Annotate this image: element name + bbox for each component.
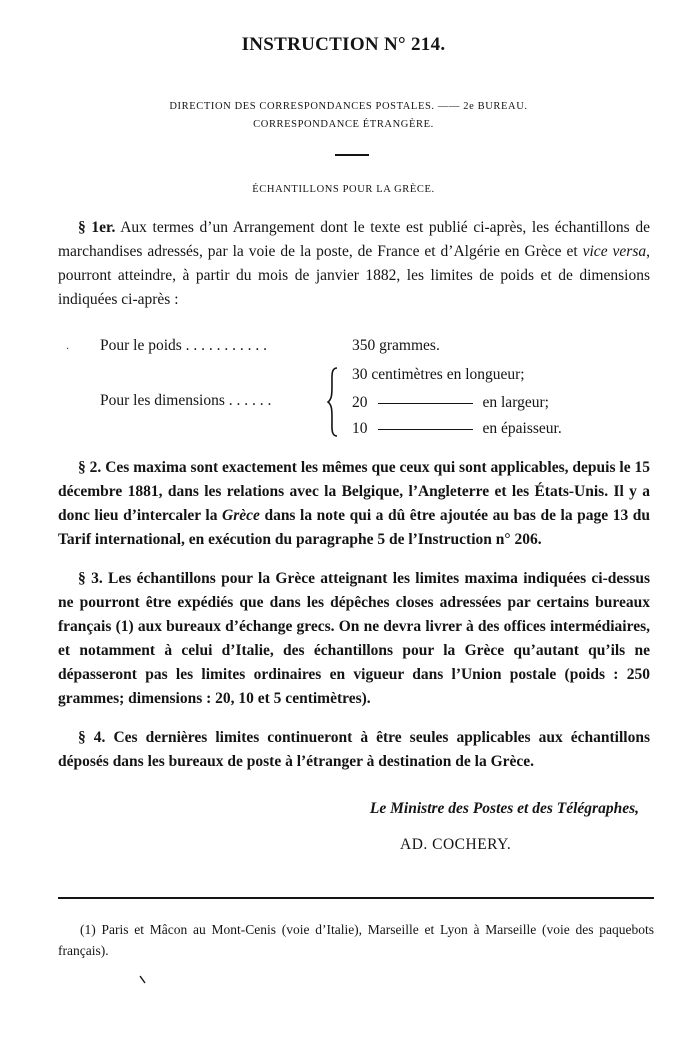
ditto-dash bbox=[378, 403, 473, 404]
signature-title: Le Ministre des Postes et des Télégraphes, bbox=[369, 800, 639, 817]
dimension-thickness-num: 10 bbox=[352, 420, 368, 437]
paragraph-2-text-a: Ces maxima sont exactement les mêmes que ceux qui sont applicables, depuis le 15 décembre 1881, dans les relations avec la Belgique, l’Angleterre et les États-Unis. Il y a donc lieu d’intercaler la bbox=[58, 459, 651, 524]
paragraph-2 bbox=[58, 456, 650, 552]
subject-heading: ÉCHANTILLONS POUR LA GRÈCE. bbox=[252, 184, 435, 195]
department-line-2: CORRESPONDANCE ÉTRANGÈRE. bbox=[253, 119, 434, 130]
ditto-dash bbox=[378, 429, 473, 430]
footnote-text: (1) Paris et Mâcon au Mont-Cenis (voie d’Italie), Marseille et Lyon à Marseille (voie des paquebots français). bbox=[58, 922, 654, 958]
paragraph-2-italic: Grèce bbox=[222, 507, 260, 524]
signature-initial: AD. bbox=[400, 836, 428, 853]
footnote-divider bbox=[58, 897, 654, 899]
dimension-width-num: 20 bbox=[352, 394, 368, 411]
paragraph-4-text: § 4. Ces dernières limites continueront à être seules applicables aux échantillons déposés dans les bureaux de poste à l’étranger à destination de la Grèce. bbox=[58, 729, 650, 770]
department-line-1: DIRECTION DES CORRESPONDANCES POSTALES. —— 2e BUREAU. bbox=[169, 101, 528, 112]
paragraph-1-italic: vice versa bbox=[582, 243, 647, 260]
paragraph-2-text-b: dans la note qui a dû être ajoutée au bas de la page 13 du Tarif international, en exécution du paragraphe 5 de l’Instruction n° 206. bbox=[58, 507, 650, 548]
weight-label: Pour le poids . . . . . . . . . . . bbox=[100, 337, 268, 354]
paragraph-1 bbox=[58, 216, 650, 312]
dimension-width-text: en largeur; bbox=[482, 394, 549, 411]
instruction-title: INSTRUCTION N° 214. bbox=[241, 34, 446, 55]
paragraph-3-text: § 3. Les échantillons pour la Grèce atteignant les limites maxima indiquées ci-dessus ne pourront être expédiés que dans les dépêches closes adressées par certains bureaux français (1) aux bureaux d’échange grecs. On ne devra livrer à des offices intermédiaires, et notamment à celui d’Italie, des échantillons pour la Grèce qu’autant qu’ils ne dépasseront pas les limites ordinaires en vigueur dans l’Union postale (poids : 250 grammes; dimensions : 20, 10 et 5 centimètres). bbox=[58, 570, 650, 707]
dimension-thickness-text: en épaisseur. bbox=[482, 420, 562, 437]
paragraph-1-text-b: , pourront atteindre, à partir du mois de janvier 1882, les limites de poids et de dimensions indiquées ci-après : bbox=[58, 243, 650, 308]
paragraph-4 bbox=[58, 726, 650, 774]
curly-brace-icon bbox=[326, 366, 340, 438]
paragraph-1-text-a: Aux termes d’un Arrangement dont le texte est publié ci-après, les échantillons de marchandises adressés, par la voie de la poste, de France et d’Algérie en Grèce et bbox=[58, 219, 650, 260]
weight-value: 350 grammes. bbox=[352, 337, 440, 354]
paragraph-1-mark: § 1er. bbox=[78, 219, 116, 236]
dimension-width bbox=[352, 394, 549, 412]
signature-name bbox=[400, 836, 511, 854]
paragraph-2-mark: § 2. bbox=[78, 459, 102, 476]
dimension-thickness bbox=[352, 420, 562, 438]
signature-surname: COCHERY. bbox=[432, 836, 512, 853]
dimension-length: 30 centimètres en longueur; bbox=[352, 366, 525, 383]
paragraph-3 bbox=[58, 567, 650, 711]
ink-mark-icon bbox=[139, 975, 147, 985]
short-divider bbox=[335, 154, 369, 156]
footnote bbox=[58, 919, 654, 961]
dimensions-label: Pour les dimensions . . . . . . bbox=[100, 392, 272, 409]
bullet-dot: · bbox=[66, 344, 70, 355]
department-header bbox=[0, 98, 687, 134]
